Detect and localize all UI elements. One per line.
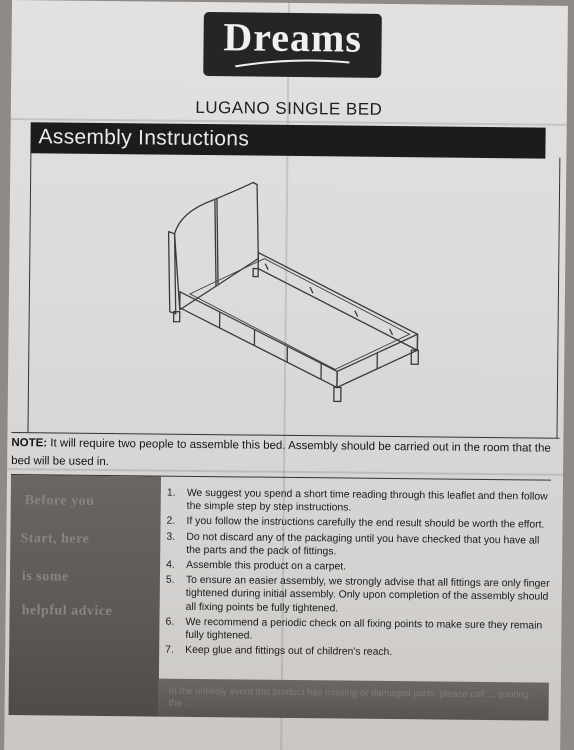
bed-leg (334, 387, 341, 401)
advice-sidebar (9, 475, 162, 717)
step-number: 7. (165, 644, 174, 656)
advice-section (9, 474, 551, 720)
brand-name: Dreams (223, 14, 363, 61)
advice-footer-band (159, 679, 549, 721)
step-number: 3. (166, 531, 176, 543)
advice-step-list (165, 487, 551, 663)
bed-illustration (159, 172, 431, 415)
advice-step (166, 515, 550, 532)
advice-side-line: helpful advice (21, 603, 113, 620)
side-rail (179, 292, 338, 388)
logo-swoosh-icon (233, 58, 351, 69)
step-text: Do not discard any of the packaging until you have checked that you have all the parts and the pack of fittings. (186, 531, 540, 558)
instruction-sheet (4, 0, 568, 750)
bed-diagram-panel (27, 152, 560, 438)
step-number: 5. (165, 574, 175, 586)
advice-step (165, 644, 549, 661)
step-number: 2. (166, 516, 176, 528)
advice-step (166, 574, 550, 618)
step-text: To ensure an easier assembly, we strongly advise that all fittings are only finger tightened during initial assembly. Only upon completion of the assembly should all fixing points be fully tightened. (185, 575, 550, 615)
step-number: 1. (166, 487, 176, 499)
step-number: 4. (166, 559, 175, 571)
step-text: We suggest you spend a short time reading through this leaflet and then follow the simple step by step instructions. (186, 487, 548, 514)
advice-step (165, 615, 549, 645)
advice-side-line: is some (21, 569, 69, 585)
advice-side-line: Start, here (20, 531, 90, 547)
note-text: It will require two people to assemble this bed. Assembly should be carried out in the room that the bed will be used in. (11, 437, 551, 469)
step-text: Assemble this product on a carpet. (186, 559, 347, 573)
step-text: Keep glue and fittings out of children's reach. (185, 645, 393, 659)
advice-step (166, 530, 550, 560)
bed-leg (253, 269, 258, 277)
step-text: We recommend a periodic check on all fixing points to make sure they remain fully tightened. (185, 616, 543, 642)
brand-logo (203, 12, 382, 78)
note-label: NOTE: (11, 437, 48, 450)
section-title: Assembly Instructions (38, 125, 250, 151)
step-number: 6. (165, 616, 175, 628)
advice-side-line: Before you (24, 493, 95, 509)
assembly-note (11, 432, 559, 476)
advice-step (166, 559, 550, 576)
advice-footer-text: In the unlikely event this product has missing or damaged parts, please call ... quoting the ... (168, 685, 529, 709)
advice-step (167, 487, 551, 517)
product-title: LUGANO SINGLE BED (195, 97, 383, 119)
step-text: If you follow the instructions carefully the end result should be worth the effort. (186, 516, 545, 532)
